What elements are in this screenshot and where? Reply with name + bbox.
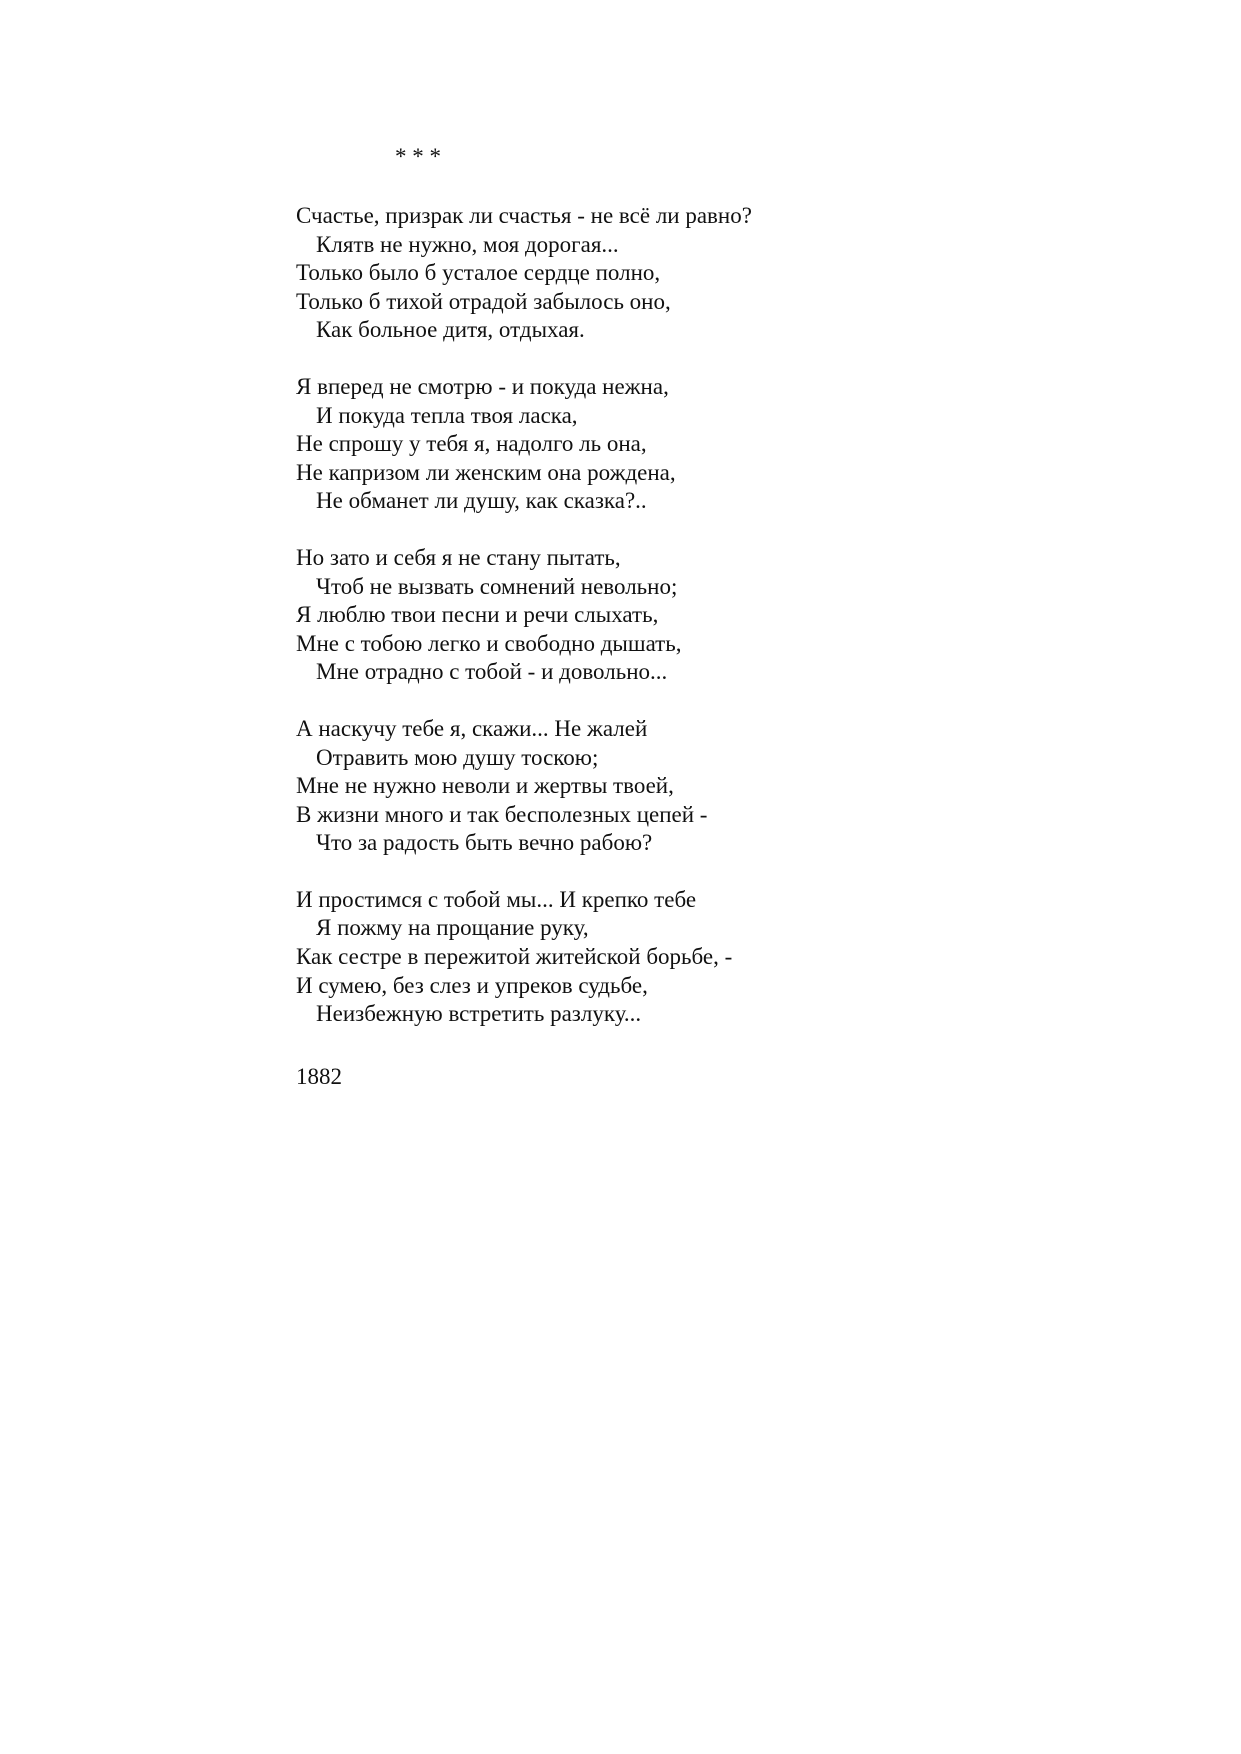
- poem-line: Не капризом ли женским она рождена,: [296, 459, 676, 485]
- poem-line: Мне отрадно с тобой - и довольно...: [316, 659, 668, 685]
- poem-line: Мне с тобою легко и свободно дышать,: [296, 630, 682, 656]
- poem-line: Я вперед не смотрю - и покуда нежна,: [296, 373, 669, 399]
- poem-line: Мне не нужно неволи и жертвы твоей,: [296, 773, 674, 799]
- stanza-4: [296, 715, 1196, 858]
- poem-line: Я пожму на прощание руку,: [316, 915, 589, 941]
- poem-line: Не обманет ли душу, как сказка?..: [316, 488, 647, 514]
- poem-line: Я люблю твои песни и речи слыхать,: [296, 602, 659, 628]
- poem-body: [296, 202, 1196, 1057]
- poem-heading-asterisks: * * *: [395, 144, 441, 169]
- stanza-5: [296, 886, 1196, 1029]
- poem-line: Но зато и себя я не стану пытать,: [296, 544, 621, 570]
- poem-line: Клятв не нужно, моя дорогая...: [316, 231, 619, 257]
- poem-line: Как больное дитя, отдыхая.: [316, 317, 585, 343]
- poem-line: Отравить мою душу тоскою;: [316, 744, 599, 770]
- poem-line: Только было б усталое сердце полно,: [296, 260, 661, 286]
- poem-line: Как сестре в пережитой житейской борьбе, -: [296, 944, 733, 970]
- poem-line: Не спрошу у тебя я, надолго ль она,: [296, 431, 647, 457]
- poem-line: И простимся с тобой мы... И крепко тебе: [296, 886, 697, 912]
- poem-line: Только б тихой отрадой забылось оно,: [296, 288, 671, 314]
- poem-line: Неизбежную встретить разлуку...: [316, 1001, 642, 1027]
- poem-line: И покуда тепла твоя ласка,: [316, 402, 578, 428]
- poem-year: 1882: [296, 1064, 342, 1089]
- stanza-3: [296, 544, 1196, 687]
- poem-line: Что за радость быть вечно рабою?: [316, 830, 653, 856]
- poem-line: Чтоб не вызвать сомнений невольно;: [316, 573, 678, 599]
- poem-line: В жизни много и так бесполезных цепей -: [296, 801, 708, 827]
- poem-line: А наскучу тебе я, скажи... Не жалей: [296, 715, 648, 741]
- poem-line: Счастье, призрак ли счастья - не всё ли равно?: [296, 203, 752, 228]
- stanza-2: [296, 373, 1196, 516]
- stanza-1: [296, 202, 1196, 345]
- poem-line: И сумею, без слез и упреков судьбе,: [296, 972, 648, 998]
